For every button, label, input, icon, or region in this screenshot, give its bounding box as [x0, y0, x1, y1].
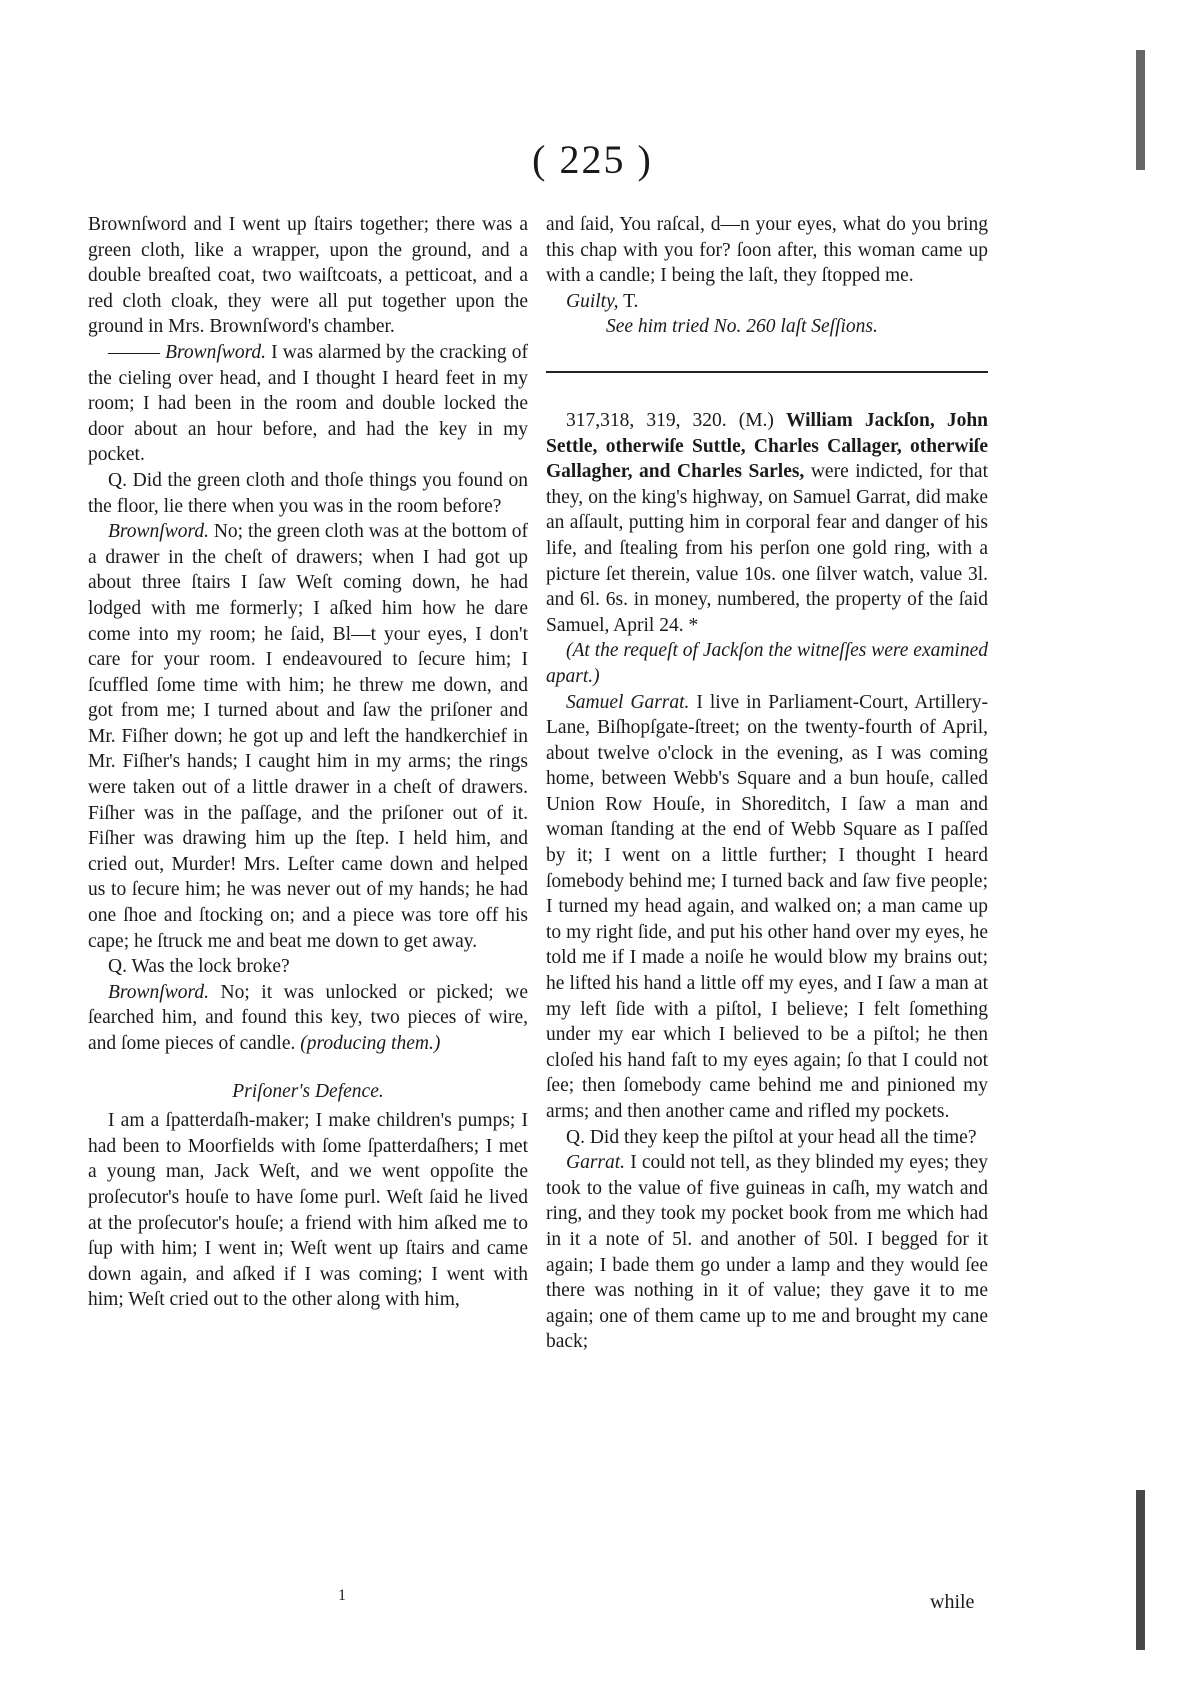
paragraph-text: No; the green cloth was at the bottom of a drawer in the cheſt of drawers; when I had got up about three ſtairs I ſaw Weſt coming down, he had lodged with me formerly; I aſked him how he dare come into my room; he ſaid, Bl—t your eyes, I don't care for your room. I endeavoured to ſecure him; I ſcuffled ſome time with him; he threw me down, and got from me; I turned about and ſaw the priſoner and Mr. Fiſher down; he got up and left the handkerchief in Mr. Fiſher's hands; I caught him in my arms; the rings were taken out of a little drawer in a cheſt of drawers. Fiſher was in the paſſage, and the priſoner out of it. Fiſher was drawing him up the ſtep. I held him, and cried out, Murder! Mrs. Leſter came down and helped us to ſecure him; he was never out of my hands; he had one ſhoe and ſtocking on; and a piece was tore off his cape; he ſtruck me and beat me down to get away.	[88, 521, 528, 952]
page-number: ( 225 )	[532, 137, 653, 182]
question-marker: Q.	[108, 469, 127, 491]
right-column	[546, 212, 988, 1355]
paragraph	[88, 340, 528, 468]
speaker-name: Brownſword.	[108, 521, 209, 543]
paragraph-text: I am a ſpatterdaſh-maker; I make children's pumps; I had been to Moorfields with ſome ſpatterdaſhers; I met a young man, Jack Weſt, and we went oppoſite the proſecutor's houſe to have ſome purl. Weſt ſaid he lived at the proſecutor's houſe; a friend with him aſked me to ſup with him; I went in; Weſt went up ſtairs and came down again, and aſked if I was coming; I went with him; Weſt cried out to the other along with him,	[88, 1110, 528, 1311]
indictment-paragraph	[546, 408, 988, 638]
paragraph-text: Did they keep the piſtol at your head all the time?	[584, 1126, 977, 1148]
paragraph	[546, 1150, 988, 1355]
speaker-name: Brownſword.	[108, 981, 209, 1003]
paragraph-text: No; it was unlocked or picked; we ſearched him, and found this key, two pieces of wire, and ſome pieces of candle.	[88, 981, 528, 1054]
paragraph	[88, 212, 528, 340]
paragraph-text: I live in Parliament-Court, Artillery-Lane, Biſhopſgate-ſtreet; on the twenty-fourth of April, about twelve o'clock in the evening, as I was coming home, between Webb's Square and a bun houſe, called Union Row Houſe, in Shoreditch, I ſaw a man and woman ſtanding at the end of Webb Square as I paſſed by it; I went on a little further; I thought I heard ſomebody behind me; I turned back and ſaw five people; I turned my head again, and walked on; a man came up to my right ſide, and put his other hand over my eyes, he told me if I made a noiſe he would blow my brains out; he lifted his hand a little off my eyes, and I ſaw a man at my left ſide with a piſtol, I believe; I felt ſomething under my ear which I believed to be a piſtol; he then cloſed his hand faſt to my eyes again; ſo that I could not ſee; then ſomebody came behind me and pinioned my arms; and then another came and rifled my pockets.	[546, 691, 988, 1122]
paragraph	[88, 519, 528, 954]
paragraph	[88, 980, 528, 1057]
left-column	[88, 212, 528, 1313]
paragraph-text: and ſaid, You raſcal, d—n your eyes, what do you bring this chap with you for? ſoon after, this woman came up with a candle; I being the laſt, they ſtopped me.	[546, 214, 988, 287]
parenthetical-note: (At the requeſt of Jackſon the witneſſes were examined apart.)	[546, 640, 989, 687]
section-divider	[546, 371, 988, 373]
catchword: while	[930, 1591, 975, 1613]
speaker-name: Samuel Garrat.	[566, 691, 690, 713]
question-marker: Q.	[566, 1126, 585, 1148]
paragraph-text: I could not tell, as they blinded my eyes; they took to the value of five guineas in caſh, my watch and ring, and they took my pocket book from me which had in it a note of 5l. and another of 50l. I begged for it again; I bade them go under a lamp and they would ſee there was nothing in it of value; they gave it to me again; one of them came up to me and brought my cane back;	[546, 1152, 988, 1353]
paragraph-text: I was alarmed by the cracking of the cieling over head, and I thought I heard feet in my room; I had been in the room and double locked the door about an hour before, and had the key in my pocket.	[88, 341, 528, 466]
case-numbers: 317,318, 319, 320. (M.)	[566, 409, 786, 431]
paragraph	[88, 468, 528, 519]
signature-mark: 1	[338, 1587, 346, 1604]
paragraph-text: Did the green cloth and thoſe things you found on the floor, lie there when you was in the room before?	[88, 469, 528, 517]
question-marker: Q.	[108, 956, 127, 978]
paragraph	[88, 1108, 528, 1313]
paragraph	[546, 212, 988, 289]
stage-direction: (producing them.)	[300, 1033, 441, 1054]
speaker-name: Garrat.	[566, 1152, 626, 1174]
verdict	[546, 289, 988, 315]
scan-edge-mark	[1136, 50, 1145, 170]
verdict-sentence: T.	[618, 290, 639, 312]
verdict-label: Guilty,	[566, 290, 619, 312]
paragraph	[546, 690, 988, 1125]
paragraph	[546, 1125, 988, 1151]
paragraph	[88, 954, 528, 980]
paragraph-text: Was the lock broke?	[126, 956, 290, 978]
speaker-name: ——— Brownſword.	[108, 341, 267, 363]
paragraph-text: were indicted, for that they, on the king's highway, on Samuel Garrat, did make an aſſault, putting him in corporal fear and danger of his life, and ſtealing from his perſon one gold ring, with a picture ſet therein, value 10s. one ſilver watch, value 3l. and 6l. 6s. in money, numbered, the property of the ſaid Samuel, April 24. *	[546, 461, 988, 636]
cross-reference-note: See him tried No. 260 laſt Seſſions.	[606, 316, 878, 338]
paragraph-text: Brownſword and I went up ſtairs together; there was a green cloth, like a wrapper, upon the ground, and a double breaſted coat, two waiſtcoats, a petticoat, and a red cloth cloak, they were all put together upon the ground in Mrs. Brownſword's chamber.	[88, 214, 528, 338]
defendant-names: William Jackſon, John Settle, otherwiſe Suttle, Charles Callager, otherwiſe Gallagher, and Charles Sarles,	[546, 409, 989, 483]
scan-edge-mark	[1136, 1490, 1145, 1650]
section-heading: Priſoner's Defence.	[232, 1080, 384, 1102]
